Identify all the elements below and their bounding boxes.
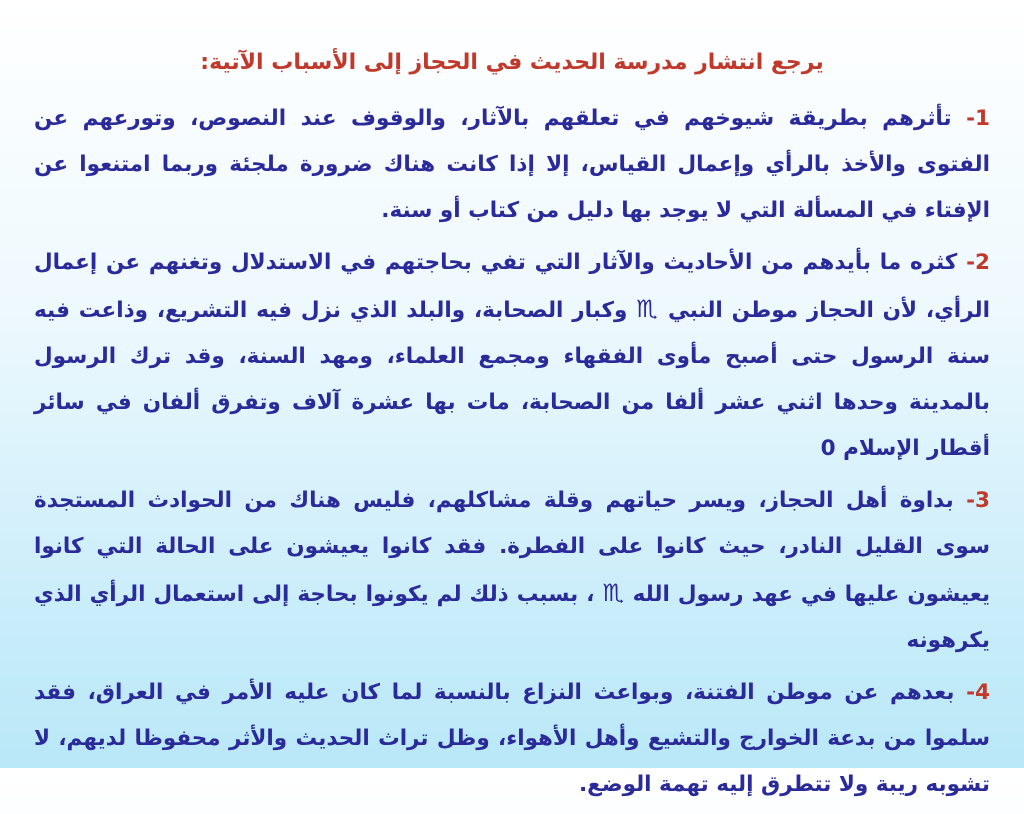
item-number: 2- — [966, 250, 990, 275]
item-number: 3- — [966, 488, 990, 513]
slide-title: يرجع انتشار مدرسة الحديث في الحجاز إلى الأسباب الآتية: — [200, 50, 824, 75]
list-item — [34, 96, 990, 234]
honorific-symbol: ♏ — [636, 295, 660, 323]
item-text: كثره ما بأيدهم من الأحاديث والآثار التي تفي بحاجتهم في الاستدلال وتغنهم عن إعمال الرأي، لأن الحجاز موطن النبي — [34, 250, 990, 323]
list-item — [34, 240, 990, 472]
honorific-symbol: ♏ — [602, 579, 625, 607]
item-number: 1- — [966, 106, 990, 131]
item-text: بعدهم عن موطن الفتنة، وبواعث النزاع بالنسبة لما كان عليه الأمر في العراق، فقد سلموا من بدعة الخوارج والتشيع وأهل الأهواء، وظل تراث الحديث والأثر محفوظا لديهم، لا تشوبه ريبة ولا تتطرق إليه تهمة الوضع. — [34, 680, 990, 797]
item-number: 4- — [966, 680, 990, 705]
list-item — [34, 478, 990, 664]
item-text: تأثرهم بطريقة شيوخهم في تعلقهم بالآثار، والوقوف عند النصوص، وتورعهم عن الفتوى والأخذ بالرأي وإعمال القياس، إلا إذا كانت هناك ضرورة ملجئة وربما امتنعوا عن الإفتاء في المسألة التي لا يوجد بها دليل من كتاب أو سنة. — [34, 106, 990, 223]
list-item — [34, 670, 990, 808]
item-text: بداوة أهل الحجاز، ويسر حياتهم وقلة مشاكلهم، فليس هناك من الحوادث المستجدة سوى القليل النادر، حيث كانوا على الفطرة. فقد كانوا يعيشون على الحالة التي كانوا يعيشون عليها في عهد رسول الله — [34, 488, 991, 607]
item-text-continued: ، بسبب ذلك لم يكونوا بحاجة إلى استعمال الرأي الذي يكرهونه — [34, 582, 990, 653]
slide-body — [34, 96, 990, 814]
item-text-continued: وكبار الصحابة، والبلد الذي نزل فيه التشريع، وذاعت فيه سنة الرسول حتى أصبح مأوى الفقهاء ومجمع العلماء، ومهد السنة، وقد ترك الرسول بالمدينة وحدها اثني عشر ألفا من الصحابة، مات بها عشرة آلاف وتفرق ألفان في سائر أقطار الإسلام 0 — [34, 298, 990, 461]
